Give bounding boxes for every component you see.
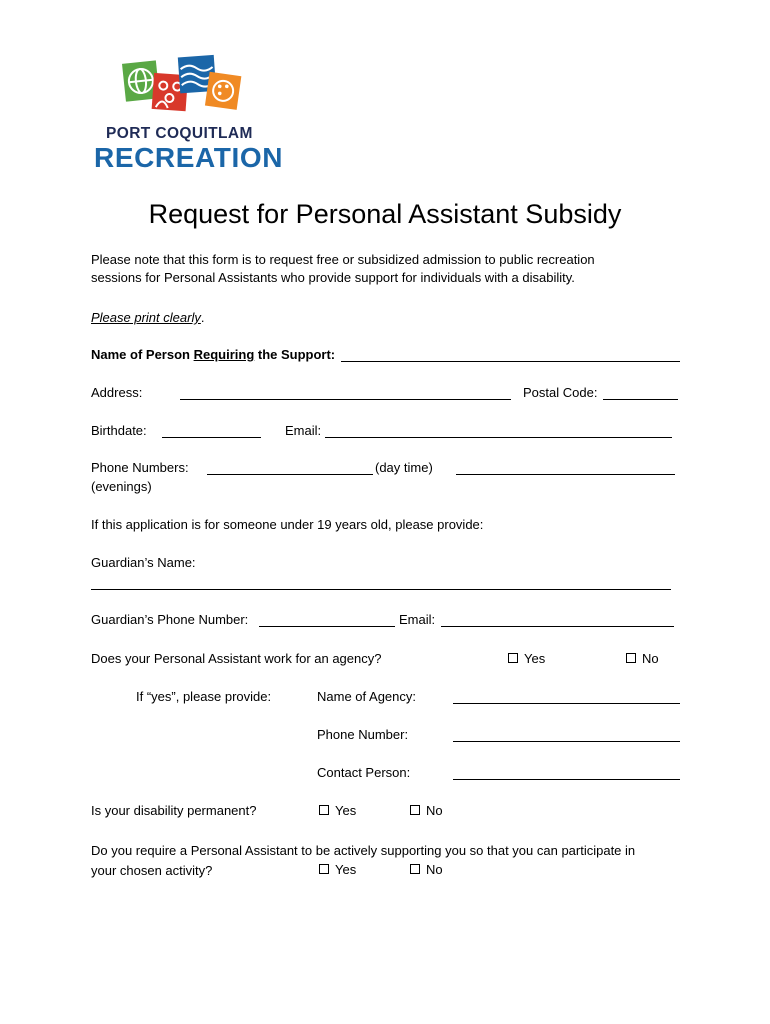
agency-yes-checkbox[interactable] bbox=[508, 653, 518, 663]
active-support-no-checkbox[interactable] bbox=[410, 864, 420, 874]
disability-yes-option[interactable] bbox=[319, 803, 369, 819]
postal-code-label: Postal Code: bbox=[523, 385, 598, 400]
phone-day-field[interactable] bbox=[207, 474, 373, 475]
agency-name-field[interactable] bbox=[453, 703, 680, 704]
name-label-part-2: Requiring bbox=[193, 347, 255, 362]
address-field[interactable] bbox=[180, 399, 511, 400]
email-field[interactable] bbox=[325, 437, 672, 438]
if-yes-label: If “yes”, please provide: bbox=[136, 689, 272, 704]
guardian-phone-label: Guardian’s Phone Number: bbox=[91, 612, 249, 627]
agency-name-label: Name of Agency: bbox=[317, 689, 416, 704]
agency-yes-label: Yes bbox=[524, 651, 546, 666]
agency-no-checkbox[interactable] bbox=[626, 653, 636, 663]
agency-no-option[interactable] bbox=[626, 651, 666, 667]
logo-text-top: PORT COQUITLAM bbox=[106, 125, 253, 142]
disability-no-label: No bbox=[426, 803, 443, 818]
agency-phone-field[interactable] bbox=[453, 741, 680, 742]
agency-question: Does your Personal Assistant work for an agency? bbox=[91, 651, 382, 666]
postal-code-field[interactable] bbox=[603, 399, 678, 400]
active-support-yes-label: Yes bbox=[335, 862, 357, 877]
phone-numbers-label: Phone Numbers: bbox=[91, 460, 189, 475]
birthdate-label: Birthdate: bbox=[91, 423, 147, 438]
name-label bbox=[91, 347, 335, 363]
address-label: Address: bbox=[91, 385, 143, 400]
disability-question: Is your disability permanent? bbox=[91, 803, 257, 818]
disability-yes-label: Yes bbox=[335, 803, 357, 818]
disability-no-checkbox[interactable] bbox=[410, 805, 420, 815]
print-note bbox=[91, 310, 204, 326]
phone-evening-field[interactable] bbox=[456, 474, 675, 475]
guardian-email-field[interactable] bbox=[441, 626, 674, 627]
logo bbox=[93, 52, 284, 173]
logo-graphic-icon bbox=[121, 52, 261, 114]
active-support-yes-option[interactable] bbox=[319, 862, 369, 878]
guardian-email-label: Email: bbox=[399, 612, 436, 627]
guardian-name-field[interactable] bbox=[91, 589, 671, 590]
print-note-period: . bbox=[200, 310, 205, 325]
guardian-intro: If this application is for someone under 19 years old, please provide: bbox=[91, 517, 484, 532]
email-label: Email: bbox=[285, 423, 322, 438]
intro-line-2: sessions for Personal Assistants who provide support for individuals with a disability. bbox=[91, 270, 575, 285]
page-title: Request for Personal Assistant Subsidy bbox=[148, 199, 622, 229]
print-note-text: Please print clearly bbox=[91, 310, 201, 325]
active-support-question-line-1: Do you require a Personal Assistant to be actively supporting you so that you can participate in bbox=[91, 843, 636, 858]
contact-person-field[interactable] bbox=[453, 779, 680, 780]
name-field[interactable] bbox=[341, 361, 680, 362]
name-label-part-3: the Support: bbox=[254, 347, 336, 362]
guardian-name-label: Guardian’s Name: bbox=[91, 555, 196, 570]
agency-yes-option[interactable] bbox=[508, 651, 558, 667]
active-support-no-label: No bbox=[426, 862, 443, 877]
active-support-no-option[interactable] bbox=[410, 862, 450, 878]
logo-text-bottom: RECREATION bbox=[94, 142, 284, 173]
name-label-part-1: Name of Person bbox=[91, 347, 194, 362]
birthdate-field[interactable] bbox=[162, 437, 261, 438]
disability-no-option[interactable] bbox=[410, 803, 450, 819]
active-support-question-line-2: your chosen activity? bbox=[91, 863, 213, 878]
evenings-label: (evenings) bbox=[91, 479, 152, 494]
contact-person-label: Contact Person: bbox=[317, 765, 411, 780]
agency-phone-label: Phone Number: bbox=[317, 727, 409, 742]
agency-no-label: No bbox=[642, 651, 659, 666]
active-support-yes-checkbox[interactable] bbox=[319, 864, 329, 874]
guardian-phone-field[interactable] bbox=[259, 626, 395, 627]
intro-line-1: Please note that this form is to request free or subsidized admission to public recreation bbox=[91, 252, 595, 267]
day-time-label: (day time) bbox=[375, 460, 433, 475]
disability-yes-checkbox[interactable] bbox=[319, 805, 329, 815]
